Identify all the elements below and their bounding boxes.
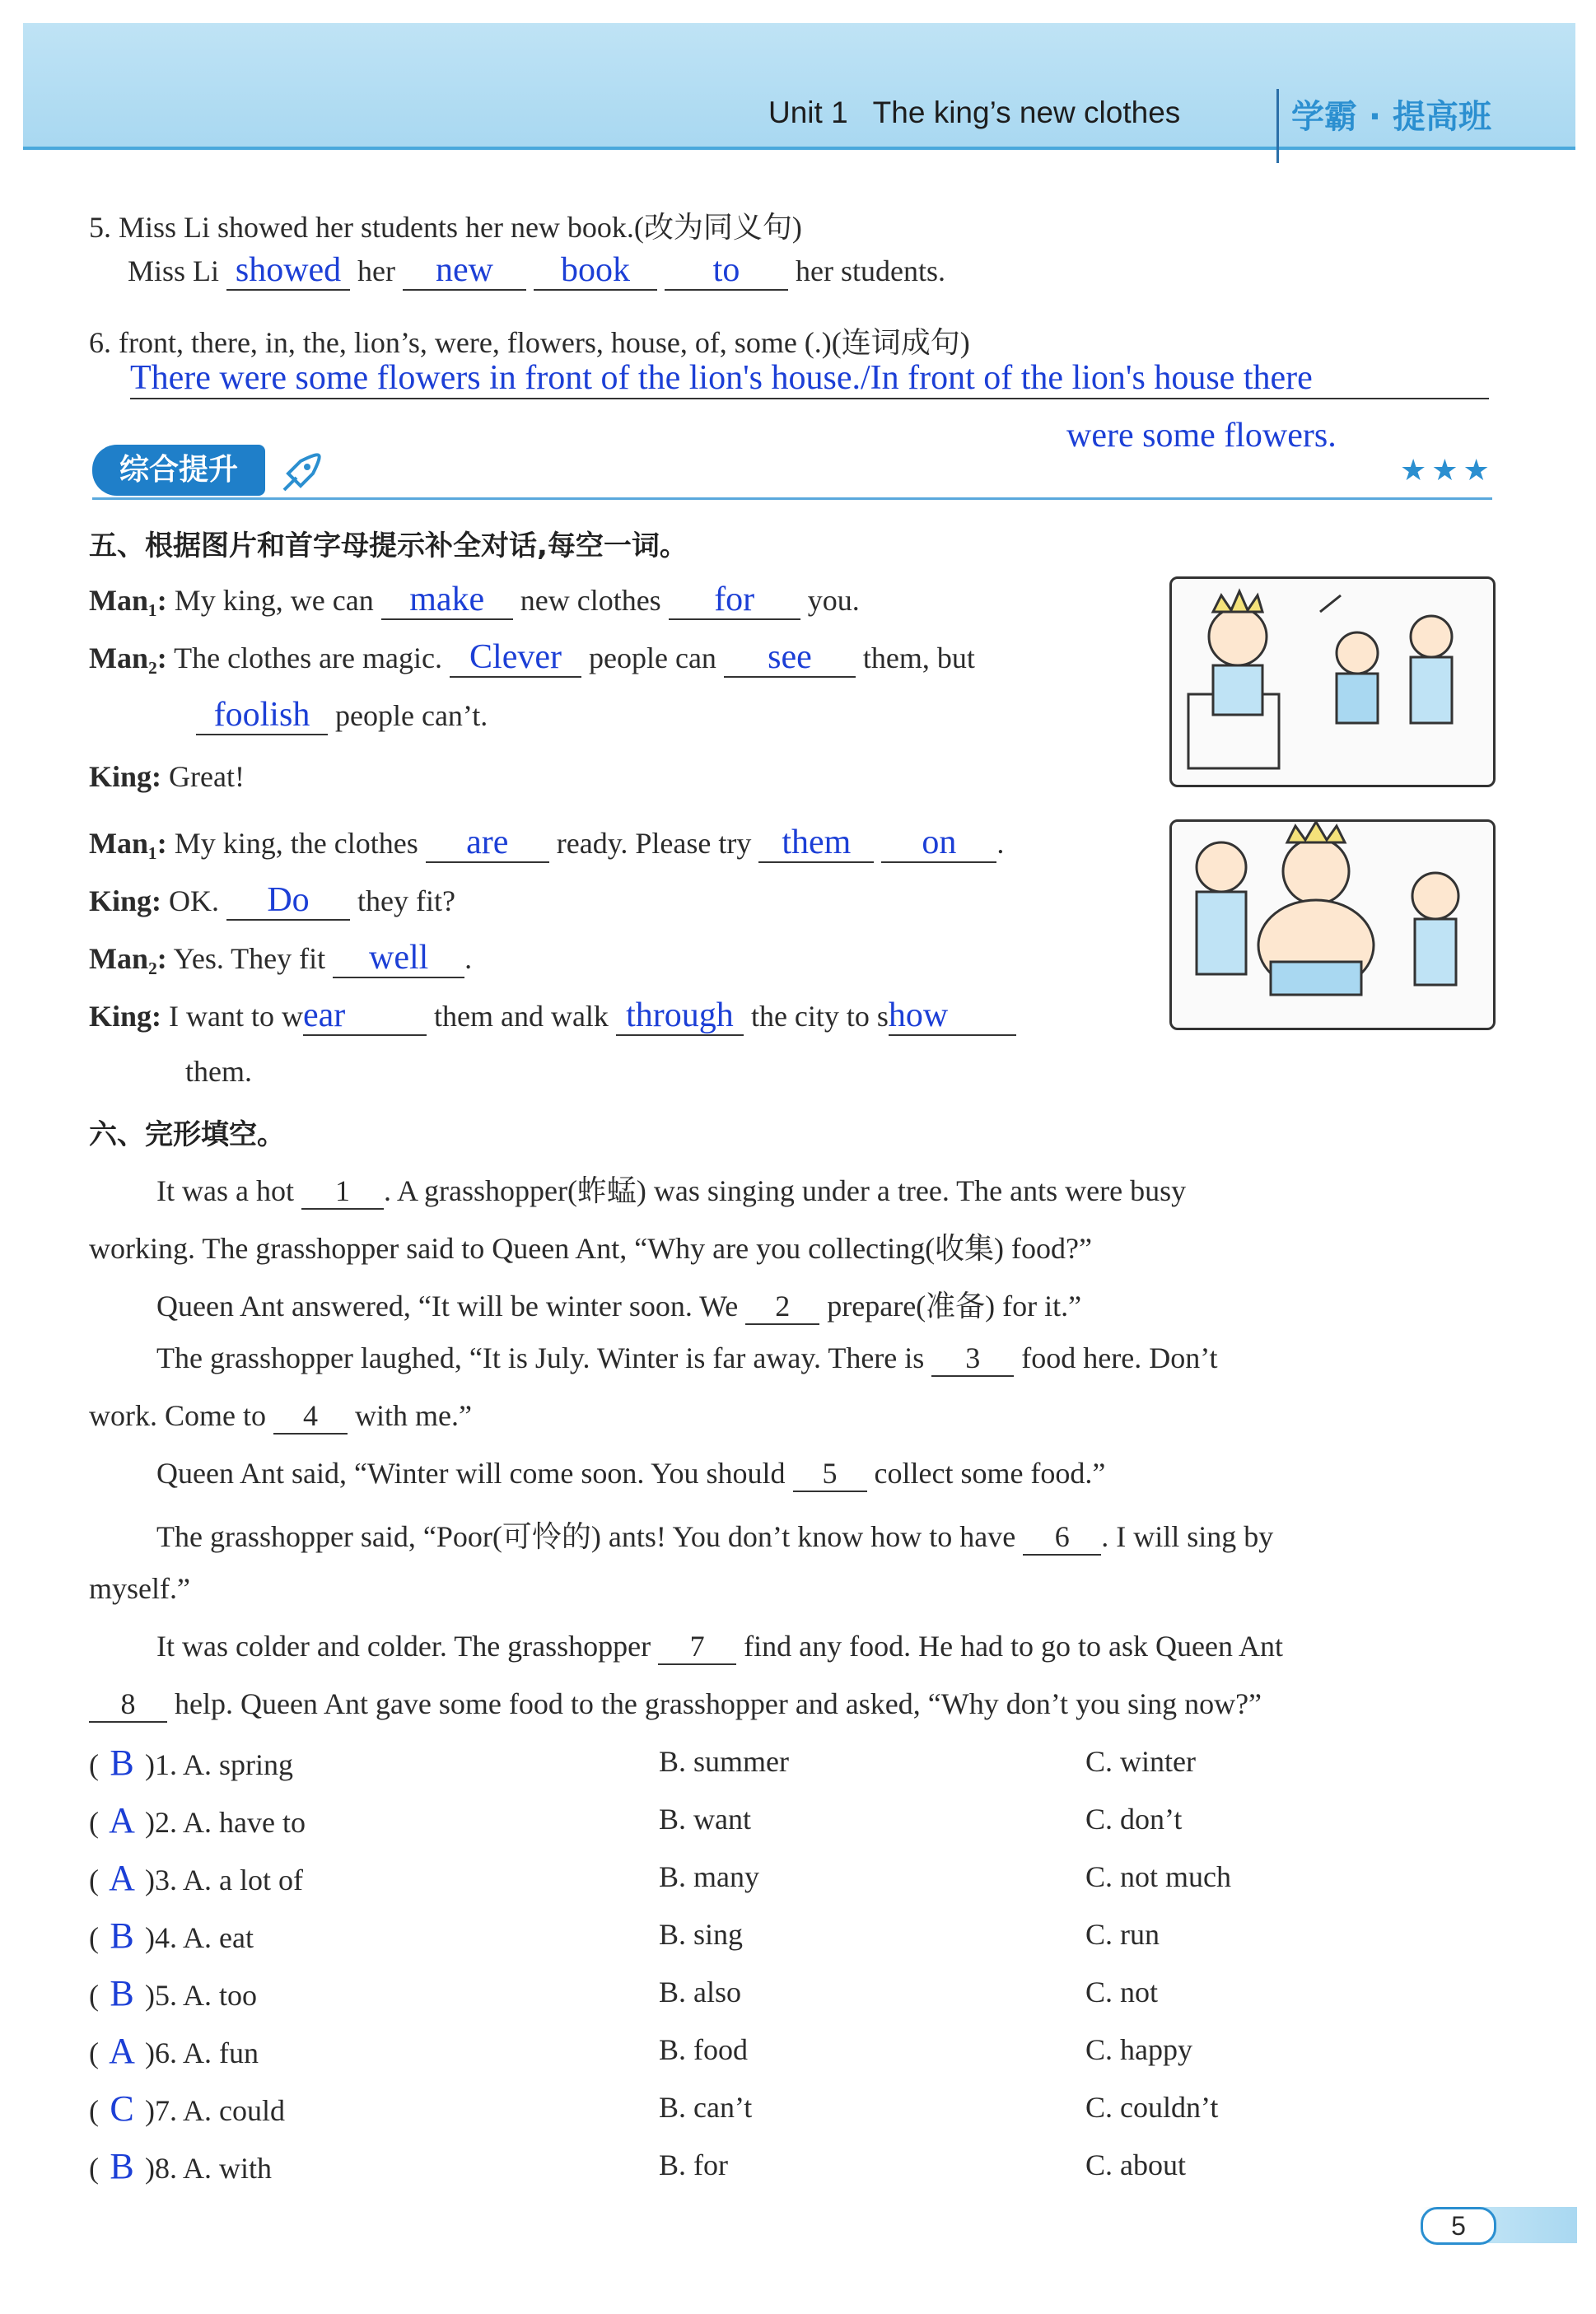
option-c-4: C. run — [1085, 1918, 1160, 1951]
q5-prompt-text: 5. Miss Li showed her students her new book.(改为同义句) — [89, 211, 802, 244]
answer-4[interactable]: B — [110, 1915, 134, 1956]
cloze-line-7 — [156, 1514, 1273, 1556]
p5-l2-t1: The clothes are magic. — [174, 641, 442, 674]
option-c-2: C. don’t — [1085, 1803, 1183, 1836]
unit-label: Unit 1 — [768, 96, 848, 129]
part6-heading: 六、完形填空。 — [89, 1118, 285, 1151]
p5-l1-blank-1[interactable] — [381, 581, 513, 620]
p5-l2-t3: them, but — [862, 641, 975, 674]
q5-prompt — [89, 204, 802, 246]
cloze-num-6: 6 — [1054, 1520, 1070, 1553]
cloze-line-5 — [89, 1398, 472, 1435]
p5-l2-t2: people can — [589, 641, 716, 674]
cloze-line-9 — [156, 1629, 1283, 1665]
option-c-1: C. winter — [1085, 1745, 1196, 1778]
q5-answer-1: showed — [235, 251, 342, 289]
answer-3[interactable]: A — [109, 1858, 135, 1898]
paren-open: ( — [89, 2152, 99, 2185]
section-badge-text: 综合提升 — [119, 453, 238, 487]
cloze-blank-5[interactable] — [793, 1458, 867, 1492]
p5-line-3 — [196, 696, 488, 735]
p5-line-4 — [89, 759, 245, 794]
p5-l8-blank-2[interactable] — [616, 996, 744, 1036]
p5-l3-blank-1[interactable] — [196, 696, 328, 735]
p5-l1-ans-2: for — [714, 581, 755, 618]
speaker-man2: Man₂: — [89, 641, 167, 674]
cloze-p6b: find any food. He had to go to ask Queen Ant — [744, 1630, 1284, 1663]
unit-title — [768, 96, 1180, 130]
p5-line-9 — [185, 1054, 252, 1089]
speaker-man2-2: Man₂: — [89, 942, 167, 975]
section-rule — [92, 497, 1492, 500]
option-c-8: C. about — [1085, 2148, 1186, 2181]
p5-l1-blank-2[interactable] — [669, 581, 800, 620]
cloze-num-3: 3 — [965, 1341, 981, 1374]
cloze-line-1 — [156, 1168, 1186, 1210]
p5-l2-blank-2[interactable] — [724, 638, 856, 678]
option-a-7: )7. A. could — [145, 2094, 285, 2127]
q5-answer-line — [128, 251, 945, 291]
cloze-blank-8[interactable] — [89, 1688, 167, 1723]
q5-blank-1[interactable] — [226, 251, 350, 291]
cloze-blank-3[interactable] — [931, 1342, 1014, 1377]
option-b-6: B. food — [659, 2033, 748, 2066]
option-b-4: B. sing — [659, 1918, 744, 1951]
cloze-blank-2[interactable] — [745, 1290, 819, 1325]
unit-name: The king’s new clothes — [872, 96, 1181, 129]
cloze-num-4: 4 — [302, 1399, 318, 1432]
p5-l8-t1: I want to w — [169, 1000, 303, 1033]
cloze-p1b: . A grasshopper(蚱蜢) was singing under a tree. The ants were busy — [383, 1174, 1187, 1207]
q5-answer-2: new — [436, 251, 493, 289]
paren-open: ( — [89, 1748, 99, 1781]
option-b-3: B. many — [659, 1860, 759, 1893]
answer-7[interactable]: C — [110, 2088, 134, 2129]
q5-answer-3: book — [561, 251, 630, 289]
p5-l1-t1: My king, we can — [174, 584, 374, 617]
p5-line-6 — [89, 881, 455, 921]
p5-l5-t2: ready. Please try — [556, 827, 752, 860]
p5-l7-t1: Yes. They fit — [173, 942, 326, 975]
p5-line-7 — [89, 939, 472, 978]
cloze-num-8: 8 — [120, 1687, 136, 1720]
p5-l5-ans-1: are — [466, 823, 509, 861]
p5-l3-t1: people can’t. — [335, 699, 488, 732]
q6-answer-2: were some flowers. — [1066, 417, 1337, 455]
p5-l8-t2: them and walk — [433, 1000, 609, 1033]
cloze-blank-1[interactable] — [301, 1175, 384, 1210]
option-b-8: B. for — [659, 2148, 728, 2181]
paren-open: ( — [89, 2094, 99, 2127]
cloze-p2a: Queen Ant answered, “It will be winter soon. We — [156, 1290, 739, 1323]
p5-l8-blank-1[interactable] — [303, 996, 427, 1036]
option-a-5: )5. A. too — [145, 1979, 258, 2012]
paren-open: ( — [89, 1806, 99, 1839]
cloze-line-3 — [156, 1283, 1081, 1325]
p5-l6-t1: OK. — [169, 884, 220, 917]
q6-answer-1: There were some flowers in front of the lion's house./In front of the lion's house there — [130, 359, 1313, 397]
p5-l8-blank-3[interactable] — [889, 996, 1016, 1036]
p5-l6-t2: they fit? — [357, 884, 455, 917]
q5-blank-2[interactable] — [403, 251, 526, 291]
p5-l5-ans-3: on — [922, 823, 957, 861]
q5-blank-4[interactable] — [665, 251, 788, 291]
option-b-5: B. also — [659, 1976, 742, 2008]
cloze-blank-6[interactable] — [1023, 1521, 1101, 1556]
p5-l4-t1: Great! — [169, 760, 245, 793]
option-c-7: C. couldn’t — [1085, 2091, 1219, 2124]
speaker-king-2: King: — [89, 884, 162, 917]
cloze-p3b: food here. Don’t — [1021, 1341, 1218, 1374]
cloze-p6a: It was colder and colder. The grasshopper — [156, 1630, 651, 1663]
cloze-num-5: 5 — [822, 1457, 838, 1490]
p5-line-2 — [89, 638, 975, 678]
option-b-2: B. want — [659, 1803, 751, 1836]
option-b-7: B. can’t — [659, 2091, 753, 2124]
q6-prompt — [89, 320, 970, 362]
answer-6[interactable]: A — [109, 2031, 135, 2071]
option-b-1: B. summer — [659, 1745, 789, 1778]
cloze-p5a: The grasshopper said, “Poor(可怜的) ants! You don’t know how to have — [156, 1520, 1016, 1553]
q5-answer-4: to — [712, 251, 740, 289]
cloze-p5b: . I will sing by — [1101, 1520, 1274, 1553]
p5-l5-t1: My king, the clothes — [174, 827, 418, 860]
cloze-line-6 — [156, 1456, 1105, 1492]
option-row-2 — [89, 1799, 306, 1841]
option-a-2: )2. A. have to — [145, 1806, 306, 1839]
cloze-line-8 — [89, 1571, 190, 1606]
illustration-fitting — [1169, 819, 1496, 1030]
p5-l7-ans-1: well — [369, 939, 429, 977]
option-row-8 — [89, 2145, 272, 2187]
p5-line-8 — [89, 996, 1016, 1036]
cloze-p2b: prepare(准备) for it.” — [827, 1290, 1082, 1323]
answer-1[interactable]: B — [110, 1742, 134, 1783]
cloze-line-4 — [156, 1341, 1218, 1377]
p5-l5-ans-2: them — [782, 823, 852, 861]
cloze-num-1: 1 — [334, 1174, 350, 1207]
fitting-drawing — [1172, 822, 1493, 1028]
answer-8[interactable]: B — [110, 2146, 134, 2186]
paren-open: ( — [89, 1864, 99, 1896]
option-a-1: )1. A. spring — [145, 1748, 293, 1781]
p5-l2-ans-2: see — [768, 638, 812, 676]
page-header — [23, 23, 1575, 150]
speaker-man1-2: Man₁: — [89, 827, 167, 860]
cloze-p3c: work. Come to — [89, 1399, 266, 1432]
header-divider — [1276, 89, 1279, 163]
option-a-3: )3. A. a lot of — [145, 1864, 303, 1896]
brand-logo: 学霸 · 提高班 — [1291, 98, 1492, 136]
cloze-p1c: working. The grasshopper said to Queen Ant, “Why are you collecting(收集) food?” — [89, 1232, 1092, 1265]
p5-l7-t2: . — [464, 942, 473, 975]
cloze-p1a: It was a hot — [156, 1174, 294, 1207]
p5-l6-ans-1: Do — [267, 881, 310, 919]
rocket-icon — [276, 449, 325, 498]
p5-l5-t3: . — [996, 827, 1005, 860]
cloze-p3a: The grasshopper laughed, “It is July. Winter is far away. There is — [156, 1341, 925, 1374]
option-row-4 — [89, 1915, 254, 1957]
page-number-tab — [1421, 2207, 1577, 2243]
paren-open: ( — [89, 1979, 99, 2012]
p5-l8-t3: the city to s — [750, 1000, 889, 1033]
option-c-3: C. not much — [1085, 1860, 1231, 1893]
king-throne-drawing — [1172, 579, 1493, 785]
cloze-p4a: Queen Ant said, “Winter will come soon. You should — [156, 1457, 786, 1490]
answer-2[interactable]: A — [109, 1800, 135, 1840]
p5-line-5 — [89, 823, 1004, 863]
cloze-num-2: 2 — [775, 1290, 791, 1323]
cloze-p3d: with me.” — [354, 1399, 472, 1432]
q5-blank-3[interactable] — [534, 251, 657, 291]
option-c-6: C. happy — [1085, 2033, 1192, 2066]
option-row-1 — [89, 1742, 293, 1784]
paren-open: ( — [89, 2036, 99, 2069]
q5-end: her students. — [796, 254, 945, 287]
p5-l5-blank-2[interactable] — [758, 823, 874, 863]
q5-mid: her — [357, 254, 395, 287]
cloze-blank-4[interactable] — [273, 1400, 348, 1435]
difficulty-stars: ★★★ — [1400, 454, 1495, 487]
page-number: 5 — [1421, 2207, 1496, 2245]
option-row-5 — [89, 1972, 257, 2014]
option-row-3 — [89, 1857, 303, 1899]
q6-answer-line-1[interactable] — [130, 358, 1489, 399]
option-a-8: )8. A. with — [145, 2152, 273, 2185]
p5-l2-ans-1: Clever — [469, 638, 562, 676]
speaker-king-3: King: — [89, 1000, 162, 1033]
p5-l5-blank-1[interactable] — [426, 823, 549, 863]
cloze-blank-7[interactable] — [658, 1631, 736, 1665]
option-row-7 — [89, 2088, 285, 2130]
cloze-line-2 — [89, 1225, 1092, 1267]
option-a-6: )6. A. fun — [145, 2036, 259, 2069]
q6-answer-line-2 — [1066, 416, 1337, 455]
p5-l8-ans-1: ear — [302, 996, 346, 1034]
p5-l7-blank-1[interactable] — [333, 939, 464, 978]
part5-heading: 五、根据图片和首字母提示补全对话,每空一词。 — [89, 530, 688, 562]
p5-l9-t1: them. — [185, 1055, 252, 1088]
cloze-num-7: 7 — [689, 1630, 705, 1663]
p5-l5-blank-3[interactable] — [881, 823, 996, 863]
p5-l2-blank-1[interactable] — [450, 638, 581, 678]
cloze-p5c: myself.” — [89, 1572, 190, 1605]
answer-5[interactable]: B — [110, 1973, 134, 2013]
paren-open: ( — [89, 1921, 99, 1954]
illustration-king-throne — [1169, 576, 1496, 787]
cloze-p6c: help. Queen Ant gave some food to the grasshopper and asked, “Why don’t you sing now?” — [175, 1687, 1262, 1720]
p5-l1-t3: you. — [807, 584, 860, 617]
p5-l8-ans-2: through — [626, 996, 734, 1034]
cloze-line-10 — [89, 1687, 1262, 1723]
p5-l6-blank-1[interactable] — [226, 881, 350, 921]
speaker-man1: Man₁: — [89, 584, 167, 617]
speaker-king: King: — [89, 760, 162, 793]
q6-prompt-text: 6. front, there, in, the, lion’s, were, flowers, house, of, some (.)(连词成句) — [89, 326, 970, 359]
p5-l3-ans-1: foolish — [213, 696, 310, 734]
p5-l1-ans-1: make — [409, 581, 485, 618]
p5-l1-t2: new clothes — [520, 584, 661, 617]
q5-start: Miss Li — [128, 254, 220, 287]
option-c-5: C. not — [1085, 1976, 1159, 2008]
p5-line-1 — [89, 581, 860, 620]
option-a-4: )4. A. eat — [145, 1921, 254, 1954]
section-badge — [92, 445, 265, 496]
option-row-6 — [89, 2030, 259, 2072]
p5-l8-ans-3: how — [888, 996, 949, 1034]
cloze-p4b: collect some food.” — [874, 1457, 1106, 1490]
